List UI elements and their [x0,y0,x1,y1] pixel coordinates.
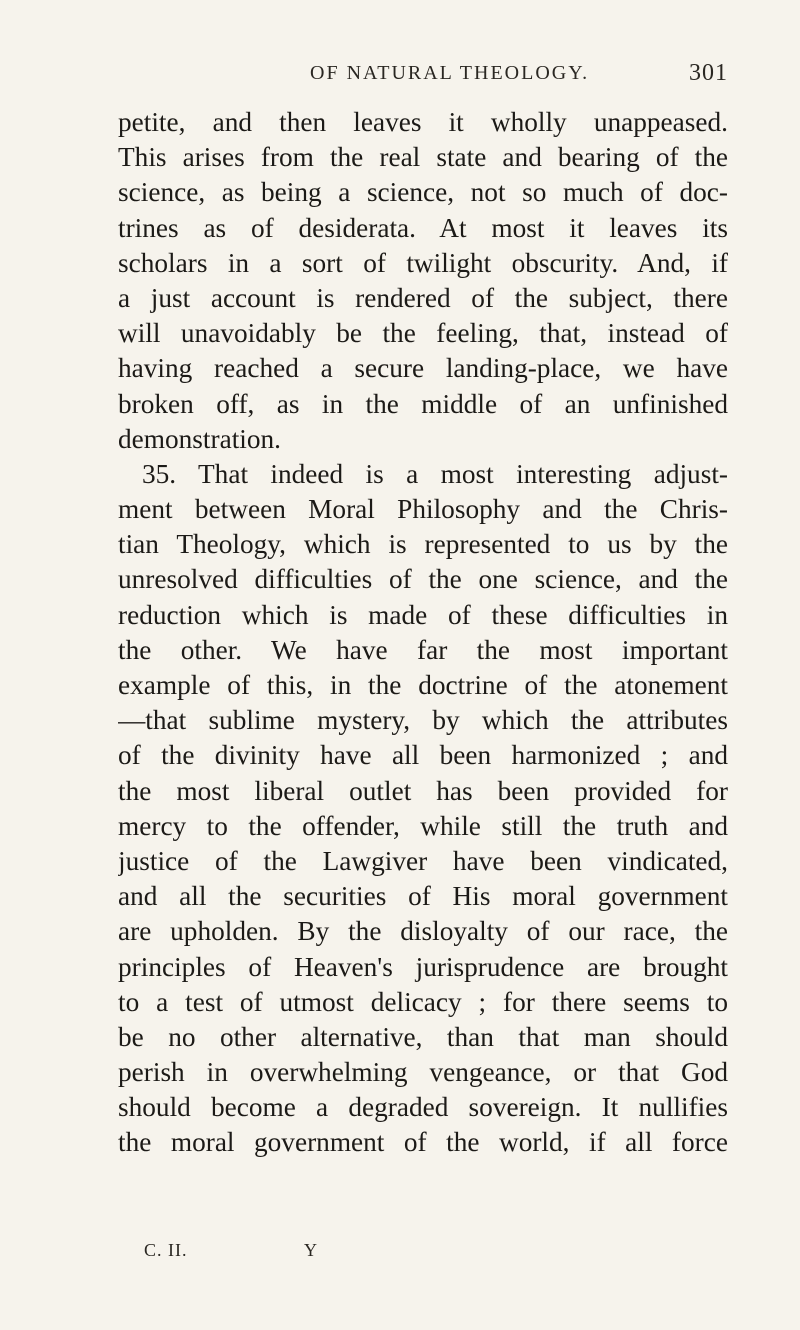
text-line: perish in overwhelming vengeance, or that God [118,1057,728,1088]
text-line: mercy to the offender, while still the truth and [118,810,728,841]
text-line: are upholden. By the disloyalty of our race, the [118,916,728,947]
text-line: tian Theology, which is represented to us by the [118,529,728,560]
text-line: scholars in a sort of twilight obscurity. And, if [118,247,728,278]
text-line: unresolved difficulties of the one science, and the [118,564,728,595]
paragraph-start-line: 35. That indeed is a most interesting adjust- [142,458,728,489]
text-line: This arises from the real state and bearing of the [118,142,728,173]
text-line: broken off, as in the middle of an unfinished [118,388,728,419]
text-line: and all the securities of His moral government [118,881,728,912]
text-line: will unavoidably be the feeling, that, instead of [118,318,728,349]
text-line: should become a degraded sovereign. It nullifies [118,1092,728,1123]
page-number: 301 [689,60,728,86]
text-line: example of this, in the doctrine of the atonement [118,670,728,700]
text-line: a just account is rendered of the subject, there [118,282,728,313]
text-line: the moral government of the world, if all force [118,1127,728,1158]
text-line: demonstration. [118,423,281,454]
text-line: justice of the Lawgiver have been vindicated, [118,845,728,876]
printer-signature: C. II. [144,1240,188,1260]
text-line: —that sublime mystery, by which the attributes [118,705,728,736]
signature-letter: Y [304,1240,317,1260]
body-text [118,105,728,1161]
text-line: reduction which is made of these difficulties in [118,599,728,630]
text-line: trines as of desiderata. At most it leaves its [118,212,728,243]
text-line: of the divinity have all been harmonized ; and [118,740,728,771]
running-head [118,62,728,92]
text-line: be no other alternative, than that man should [118,1021,728,1052]
text-line: petite, and then leaves it wholly unappeased. [118,107,728,137]
text-line: the other. We have far the most important [118,634,728,665]
text-line: the most liberal outlet has been provided for [118,775,728,806]
text-line: having reached a secure landing-place, we have [118,353,728,384]
text-line: principles of Heaven's jurisprudence are brought [118,951,728,982]
page-footer [144,1240,444,1270]
text-line: ment between Moral Philosophy and the Chris- [118,494,728,525]
text-line: to a test of utmost delicacy ; for there seems to [118,986,728,1017]
text-line: science, as being a science, not so much of doc- [118,177,728,208]
running-head-title: OF NATURAL THEOLOGY. [310,62,590,84]
